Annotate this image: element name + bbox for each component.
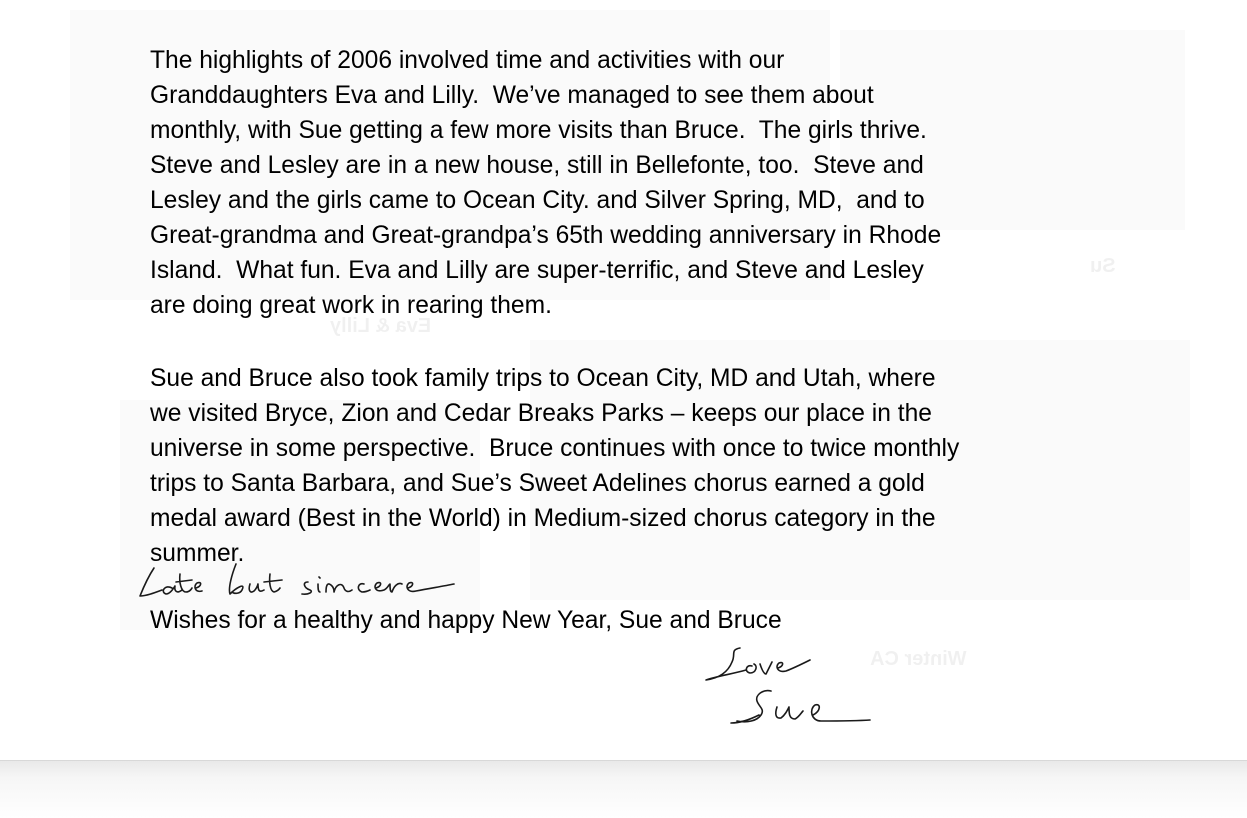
paragraph-1-line: Lesley and the girls came to Ocean City. and Silver Spring, MD, and to: [150, 187, 925, 214]
paragraph-1-line: Steve and Lesley are in a new house, still in Bellefonte, too. Steve and: [150, 152, 924, 179]
show-through-text: Su: [1090, 255, 1116, 277]
paragraph-2-line: universe in some perspective. Bruce continues with once to twice monthly: [150, 435, 960, 462]
closing-line: Wishes for a healthy and happy New Year, Sue and Bruce: [150, 607, 782, 634]
scanner-bed-edge: [0, 760, 1247, 818]
paragraph-1-line: Great-grandma and Great-grandpa’s 65th wedding anniversary in Rhode: [150, 222, 942, 249]
handwritten-signature-sue: [725, 685, 875, 730]
paragraph-1-line: Granddaughters Eva and Lilly. We’ve managed to see them about: [150, 82, 874, 109]
paragraph-2-line: trips to Santa Barbara, and Sue’s Sweet Adelines chorus earned a gold: [150, 470, 925, 497]
handwritten-love: [700, 640, 820, 690]
paragraph-1-line: are doing great work in rearing them.: [150, 292, 552, 319]
paragraph-2-line: summer.: [150, 540, 245, 567]
paragraph-2-line: medal award (Best in the World) in Medium-sized chorus category in the: [150, 505, 936, 532]
show-through-text: Eva & Lilly: [330, 315, 432, 337]
paragraph-family-trips: [150, 361, 959, 571]
handwritten-late-but-sincere: [132, 560, 462, 610]
paragraph-2-line: we visited Bryce, Zion and Cedar Breaks Parks – keeps our place in the: [150, 400, 932, 427]
paragraph-1-line: monthly, with Sue getting a few more visits than Bruce. The girls thrive.: [150, 117, 927, 144]
paragraph-highlights: [150, 43, 941, 323]
paragraph-2-line: Sue and Bruce also took family trips to Ocean City, MD and Utah, where: [150, 365, 936, 392]
show-through-text: Winter CA: [870, 648, 967, 670]
paragraph-1-line: Island. What fun. Eva and Lilly are super-terrific, and Steve and Lesley: [150, 257, 924, 284]
paragraph-1-line: The highlights of 2006 involved time and activities with our: [150, 47, 785, 74]
